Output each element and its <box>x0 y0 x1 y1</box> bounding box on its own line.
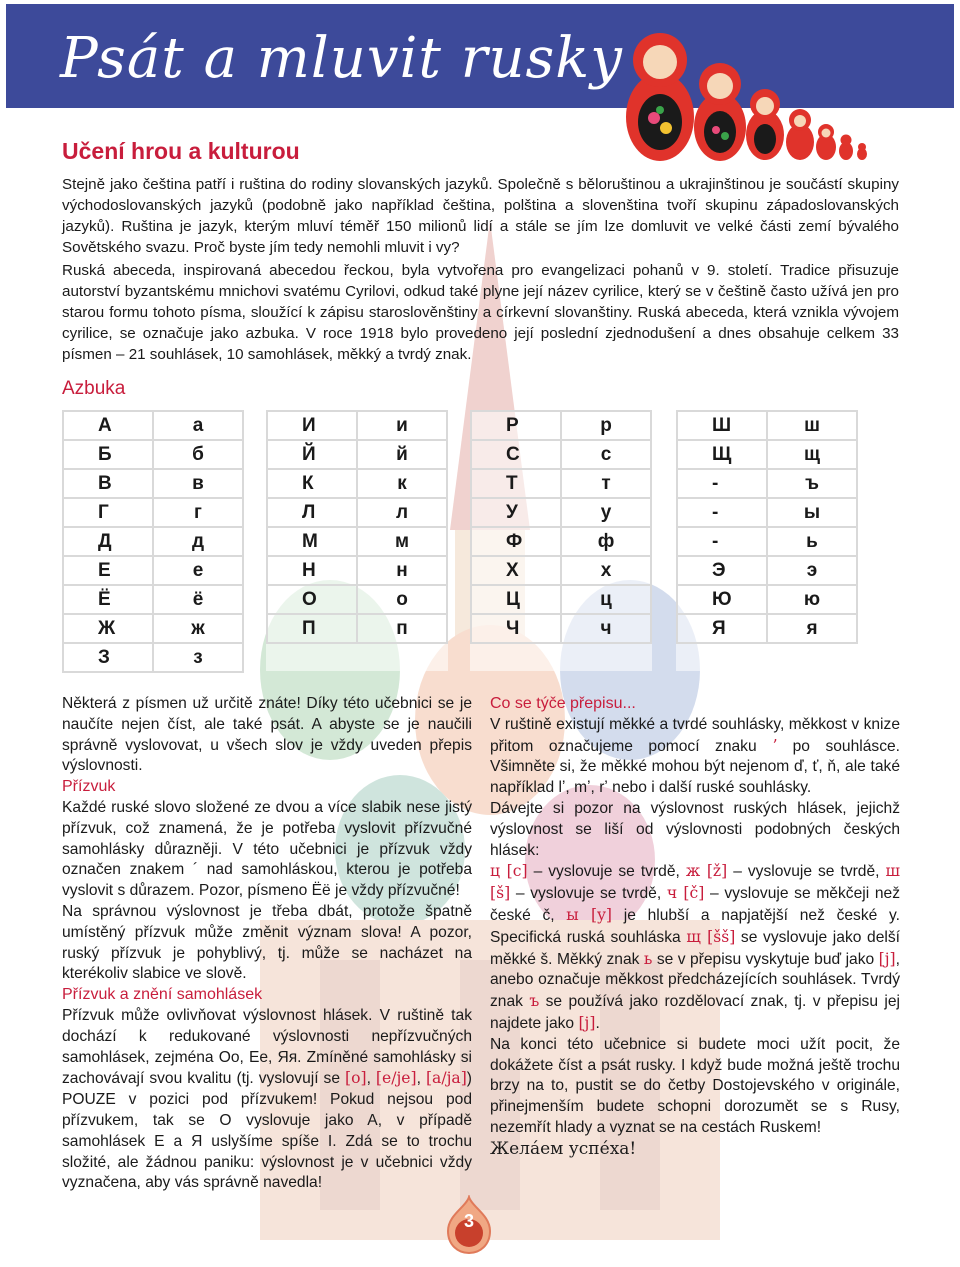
doll-2 <box>694 63 746 161</box>
text-run: – vyslovuje se tvrdě, <box>727 863 886 881</box>
uppercase-letter: Г <box>63 498 153 527</box>
lowercase-letter: й <box>357 440 447 469</box>
lowercase-letter: п <box>357 614 447 643</box>
alphabet-row <box>267 556 447 585</box>
alphabet-table-2 <box>266 410 448 671</box>
alphabet-row <box>677 556 857 585</box>
text-run: se používá jako rozdělovací znak, tj. v přepisu jej najdete jako <box>490 993 900 1032</box>
uppercase-letter: Б <box>63 440 153 469</box>
lowercase-letter: а <box>153 411 243 440</box>
alphabet-row <box>471 498 651 527</box>
uppercase-letter: Т <box>471 469 561 498</box>
empty-cell <box>471 643 561 671</box>
lowercase-letter: ъ <box>767 469 857 498</box>
letter-ch: ч [č] <box>666 884 705 903</box>
lowercase-letter: ж <box>153 614 243 643</box>
doll-1 <box>626 33 694 161</box>
accent-mark: ´ <box>192 861 199 879</box>
lowercase-letter: г <box>153 498 243 527</box>
uppercase-letter: Р <box>471 411 561 440</box>
alphabet-row <box>471 556 651 585</box>
uppercase-letter: У <box>471 498 561 527</box>
transcription-j: [j] <box>578 1013 596 1032</box>
alphabet-row <box>677 440 857 469</box>
lowercase-letter: з <box>153 643 243 672</box>
uppercase-letter: Н <box>267 556 357 585</box>
alphabet-row <box>63 440 243 469</box>
lowercase-letter: н <box>357 556 447 585</box>
alphabet-row <box>267 440 447 469</box>
alphabet-row <box>267 614 447 643</box>
letter-sh: ш [š] <box>490 862 900 903</box>
lowercase-letter: е <box>153 556 243 585</box>
alphabet-row <box>471 411 651 440</box>
empty-cell <box>267 643 357 671</box>
alphabet-row <box>677 585 857 614</box>
page-title: Psát a mluvit rusky <box>60 26 623 91</box>
text-run: je hlubší a napjatější než české y. Specifická ruská souhláska <box>490 906 900 946</box>
alphabet-row <box>267 469 447 498</box>
lowercase-letter: ю <box>767 585 857 614</box>
letter-ts: ц [c] <box>490 862 528 881</box>
alphabet-row <box>471 527 651 556</box>
doll-3 <box>746 89 784 160</box>
uppercase-letter: - <box>677 498 767 527</box>
ipa-a: [a/ja] <box>425 1069 467 1088</box>
lowercase-letter: т <box>561 469 651 498</box>
uppercase-letter: Ц <box>471 585 561 614</box>
page-subtitle: Učení hrou a kulturou <box>62 138 300 164</box>
text-run: se vyslovuje jako delší měkké š. Měkký znak <box>490 928 900 968</box>
lowercase-letter: х <box>561 556 651 585</box>
uppercase-letter: М <box>267 527 357 556</box>
vowel-reduction-paragraph <box>62 1006 472 1194</box>
alphabet-row <box>267 643 447 671</box>
lowercase-letter: ф <box>561 527 651 556</box>
lowercase-letter: в <box>153 469 243 498</box>
text-run: nad samohláskou, kterou je potřeba vyslovit s důrazem. Pozor, písmeno Ёё je vždy přízvučné! <box>62 861 472 900</box>
text-run: V ruštině existují měkké a tvrdé souhlásky, měkkost v knize přitom označujeme pomocí znaku <box>490 715 900 755</box>
alphabet-row <box>471 585 651 614</box>
alphabet-row <box>63 411 243 440</box>
lowercase-letter: р <box>561 411 651 440</box>
doll-5 <box>816 124 836 160</box>
azbuka-heading: Azbuka <box>62 378 126 399</box>
uppercase-letter: П <box>267 614 357 643</box>
closing-paragraph: Na konci této učebnice si budete moci užít pocit, že dokážete číst a psát rusky. I když bude možná ještě trochu brzy na to, pustit se do četby Dostojevského v originále, přinejmenším budete schopni dorozumět se s Rusy, nezemřít hlady a vyznat se na cestách Ruskem! <box>490 1035 900 1136</box>
uppercase-letter: Ю <box>677 585 767 614</box>
transcription-j: [j] <box>878 949 896 968</box>
page-number: 3 <box>463 1211 474 1231</box>
section-heading-stress: Přízvuk <box>62 778 116 796</box>
alphabet-row <box>471 614 651 643</box>
section-heading-stress-vowels: Přízvuk a znění samohlásek <box>62 986 263 1004</box>
ipa-o: [o] <box>345 1069 367 1088</box>
pronunciation-intro: Dávejte si pozor na výslovnost ruských hlásek, jejichž výslovnost se liší od výslovnosti podobných českých hlásek: <box>490 799 900 859</box>
uppercase-letter: - <box>677 469 767 498</box>
text-run: ) POUZE v pozici pod přízvukem! Pokud nejsou pod přízvukem, tak se O vyslovuje jako A, v případě samohlásek E a Я uslyšíme spíše I. Zdá se to trochu složité, ale žádnou paniku: výslovnost je v učebnici vždy vyznačena, aby vás správně navedla! <box>62 1070 472 1192</box>
uppercase-letter: К <box>267 469 357 498</box>
uppercase-letter: О <box>267 585 357 614</box>
uppercase-letter: А <box>63 411 153 440</box>
alphabet-row <box>63 498 243 527</box>
uppercase-letter: Э <box>677 556 767 585</box>
alphabet-row <box>677 469 857 498</box>
empty-cell <box>357 643 447 671</box>
empty-cell <box>677 643 767 671</box>
matryoshka-dolls-image <box>620 22 890 164</box>
pronunciation-paragraph <box>490 861 900 1034</box>
intro-paragraph-2: Ruská abeceda, inspirovaná abecedou řeckou, byla vytvořena pro evangelizaci pohanů v 9. století. Tradice přisuzuje autorství byzantskému mnichovi svatému Cyrilovi, odkud také plyne její název cyrilice, který se v češtině často užívá jen pro starou formu tohoto písma, sloužící k zápisu staroslověnštiny a církevní slovanštiny. Ruská abeceda, která vznikla vývojem cyrilice, se označuje jako azbuka. V roce 1918 bylo provedeno její poslední zjednodušení a dnes obsahuje celkem 33 písmen – 21 souhlásek, 10 samohlásek, měkký a tvrdý znak. <box>62 262 899 363</box>
alphabet-row <box>63 585 243 614</box>
intro-paragraph-1: Stejně jako čeština patří i ruština do rodiny slovanských jazyků. Společně s běloruštinou a ukrajinštinou je součástí skupiny východoslovanských jazyků (podobně jako například čeština, polština a slovenština tvoří skupinu západoslovanských jazyků). Ruština je jazyk, kterým mluví téměř 150 milionů lidí a stále se jím lze domluvit ve velké části zemí bývalého Sovětského svazu. Proč byste jím tedy nemohli mluvit i vy? <box>62 176 899 256</box>
uppercase-letter: Х <box>471 556 561 585</box>
soft-consonants-paragraph <box>490 715 900 799</box>
alphabet-row <box>471 643 651 671</box>
text-run: – vyslovuje se měkčeji než české č, <box>490 885 900 924</box>
uppercase-letter: Д <box>63 527 153 556</box>
uppercase-letter: Л <box>267 498 357 527</box>
left-column <box>62 694 472 1194</box>
section-heading-transcription: Co se týče přepisu... <box>490 695 636 712</box>
stress-paragraph-2: Na správnou výslovnost je třeba dbát, protože špatně umístěný přízvuk může změnit význam slova! A pozor, ruský přízvuk je pohyblivý, tj. může se nacházet na kterékoliv slabice ve slově. <box>62 902 472 983</box>
lowercase-letter: л <box>357 498 447 527</box>
letter-shch: щ [šš] <box>686 927 736 946</box>
lowercase-letter: ц <box>561 585 651 614</box>
uppercase-letter: С <box>471 440 561 469</box>
text-run: Každé ruské slovo složené ze dvou a více slabik nese jistý přízvuk, což znamená, že je potřeba vyslovit přízvučné samohlásky důrazněji. V této učebnici je přízvuk vždy označen znakem <box>62 798 472 879</box>
letter-zh: ж [ž] <box>685 862 728 881</box>
uppercase-letter: Ж <box>63 614 153 643</box>
uppercase-letter: В <box>63 469 153 498</box>
lowercase-letter: с <box>561 440 651 469</box>
uppercase-letter: И <box>267 411 357 440</box>
uppercase-letter: З <box>63 643 153 672</box>
alphabet-row <box>677 498 857 527</box>
alphabet-row <box>267 527 447 556</box>
alphabet-row <box>63 643 243 672</box>
alphabet-row <box>677 411 857 440</box>
doll-7 <box>857 143 867 160</box>
alphabet-row <box>677 643 857 671</box>
alphabet-row <box>63 527 243 556</box>
text-run: Přízvuk může ovlivňovat výslovnost hlásek. V ruštině tak dochází k redukované výslovnosti nepřízvučných samohlásek, zejména Оо, Ее, Яя. Zmíněné samohlásky si zachovávají svou kvalitu (tj. vyslovují se <box>62 1006 472 1088</box>
alphabet-row <box>471 440 651 469</box>
lowercase-letter: д <box>153 527 243 556</box>
lowercase-letter: и <box>357 411 447 440</box>
alphabet-row <box>677 527 857 556</box>
lowercase-letter: я <box>767 614 857 643</box>
text-run: , <box>416 1070 426 1088</box>
uppercase-letter: Щ <box>677 440 767 469</box>
soft-mark: ʼ <box>772 736 778 755</box>
lowercase-letter: о <box>357 585 447 614</box>
stress-paragraph <box>62 798 472 902</box>
text-run: – vyslovuje se tvrdě, <box>510 885 667 903</box>
text-run: , anebo označuje měkkost předcházejících souhlásek. Tvrdý znak <box>490 950 900 1011</box>
letter-hard-sign: ъ <box>529 992 540 1011</box>
uppercase-letter: Е <box>63 556 153 585</box>
intro-text <box>62 174 899 367</box>
alphabet-row <box>267 585 447 614</box>
text-run: se v přepisu vyskytuje buď jako <box>652 950 879 968</box>
empty-cell <box>561 643 651 671</box>
lowercase-letter: м <box>357 527 447 556</box>
empty-cell <box>767 643 857 671</box>
letter-soft-sign: ь <box>643 949 653 968</box>
lowercase-letter: ы <box>767 498 857 527</box>
lowercase-letter: э <box>767 556 857 585</box>
alphabet-row <box>63 614 243 643</box>
uppercase-letter: Ф <box>471 527 561 556</box>
lowercase-letter: б <box>153 440 243 469</box>
uppercase-letter: Ч <box>471 614 561 643</box>
text-run: , <box>366 1070 376 1088</box>
lowercase-letter: ё <box>153 585 243 614</box>
alphabet-row <box>267 411 447 440</box>
uppercase-letter: Я <box>677 614 767 643</box>
alphabet-row <box>677 614 857 643</box>
lowercase-letter: у <box>561 498 651 527</box>
text-run: po souhlásce. Všimněte si, že měkké mohou být nejenom ď, ť, ň, ale také například lʼ, mʼ, rʼ nebo i další ruské souhlásky. <box>490 737 900 797</box>
alphabet-row <box>267 498 447 527</box>
right-column <box>490 694 900 1160</box>
uppercase-letter: Ё <box>63 585 153 614</box>
lowercase-letter: к <box>357 469 447 498</box>
lowercase-letter: ь <box>767 527 857 556</box>
text-run: – vyslovuje se tvrdě, <box>527 863 686 881</box>
alphabet-row <box>63 556 243 585</box>
text-run: . <box>595 1014 600 1032</box>
closing-wish: Желáем успéха! <box>490 1138 637 1159</box>
uppercase-letter: Ш <box>677 411 767 440</box>
alphabet-table-4 <box>676 410 858 671</box>
alphabet-table-1 <box>62 410 244 673</box>
alphabet-row <box>63 469 243 498</box>
alphabet-table-3 <box>470 410 652 671</box>
letter-y: ы [y] <box>566 905 613 924</box>
ipa-e: [e/je] <box>375 1069 417 1088</box>
lowercase-letter: ч <box>561 614 651 643</box>
lowercase-letter: ш <box>767 411 857 440</box>
left-intro-paragraph: Některá z písmen už určitě znáte! Díky této učebnici se je naučíte nejen číst, ale také psát. A abyste se je naučili správně vyslovovat, u všech slov je vždy uveden přepis výslovnosti. <box>62 695 472 775</box>
doll-6 <box>839 135 853 161</box>
doll-4 <box>786 109 814 160</box>
uppercase-letter: - <box>677 527 767 556</box>
alphabet-row <box>471 469 651 498</box>
page-number-badge <box>446 1195 492 1255</box>
lowercase-letter: щ <box>767 440 857 469</box>
uppercase-letter: Й <box>267 440 357 469</box>
